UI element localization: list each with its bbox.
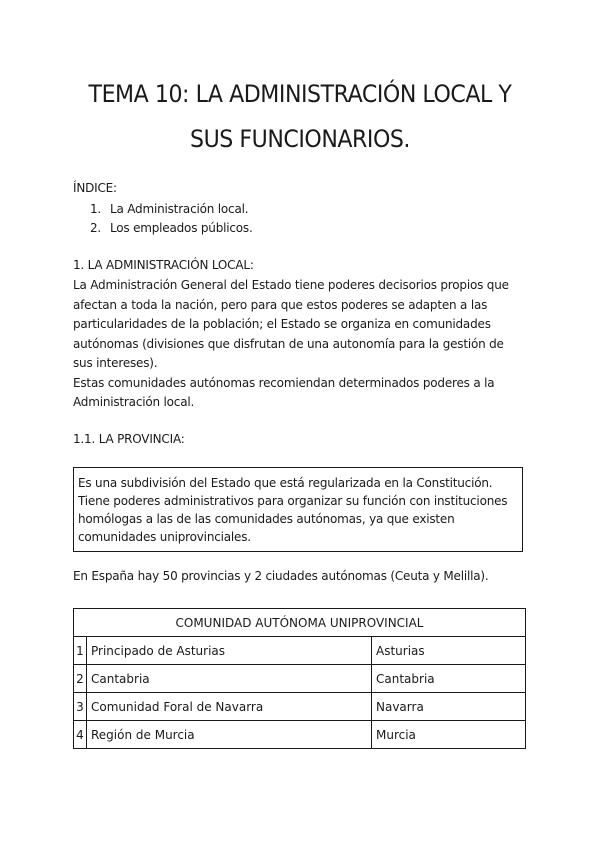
table-header: COMUNIDAD AUTÓNOMA UNIPROVINCIAL (74, 609, 526, 637)
paragraph: Estas comunidades autónomas recomiendan determinados poderes a la Administración local. (73, 375, 495, 409)
list-item: 2. Los empleados públicos. (90, 221, 253, 235)
table-row (74, 665, 526, 693)
community-cell: Cantabria (87, 665, 372, 693)
page-title: TEMA 10: LA ADMINISTRACIÓN LOCAL Y SUS FUNCIONARIOS. (88, 80, 512, 153)
list-item: 1. La Administración local. (90, 202, 249, 216)
community-cell: Región de Murcia (87, 721, 372, 749)
index-heading: ÍNDICE: (73, 181, 117, 195)
paragraph: La Administración General del Estado tiene poderes decisorios propios que afectan a toda la nación, pero para que estos poderes se adapten a las particularidades de la población; el Estado se organiza en comunidades autónomas (divisiones que disfrutan de una autonomía para la gestión de sus intereses). (73, 278, 509, 370)
capital-cell: Navarra (372, 693, 526, 721)
section-body (73, 276, 513, 413)
capital-cell: Cantabria (372, 665, 526, 693)
definition-box (73, 467, 523, 552)
row-number: 4 (74, 721, 87, 749)
capital-cell: Asturias (372, 637, 526, 665)
table-row (74, 637, 526, 665)
table-row (74, 693, 526, 721)
section-heading: 1. LA ADMINISTRACIÓN LOCAL: (73, 258, 254, 272)
row-number: 1 (74, 637, 87, 665)
community-cell: Comunidad Foral de Navarra (87, 693, 372, 721)
community-cell: Principado de Asturias (87, 637, 372, 665)
capital-cell: Murcia (372, 721, 526, 749)
summary-text: En España hay 50 provincias y 2 ciudades autónomas (Ceuta y Melilla). (73, 569, 489, 583)
table-row (74, 721, 526, 749)
row-number: 3 (74, 693, 87, 721)
table-header-row (74, 609, 526, 637)
row-number: 2 (74, 665, 87, 693)
index-item-text: Los empleados públicos. (110, 221, 253, 235)
index-item-text: La Administración local. (110, 202, 249, 216)
index-list (90, 200, 253, 238)
definition-text: Es una subdivisión del Estado que está regularizada en la Constitución. Tiene poderes administrativos para organizar su función con instituciones homólogas a las de las comunidades autónomas, ya que existen comunidades uniprovinciales. (78, 476, 508, 544)
subsection-heading: 1.1. LA PROVINCIA: (73, 432, 185, 446)
communities-table (73, 608, 526, 749)
